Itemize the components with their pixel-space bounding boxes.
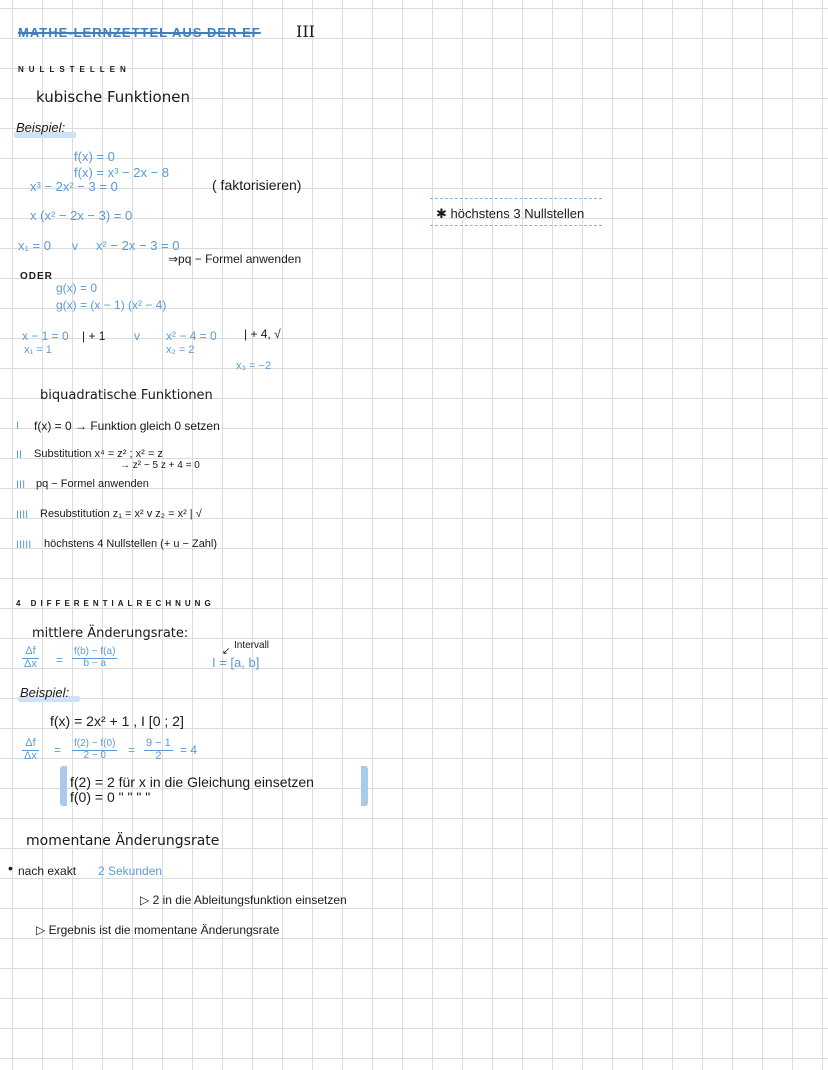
subheading-kubische: kubische Funktionen (36, 88, 190, 106)
equation-gx-zero: g(x) = 0 (56, 281, 98, 295)
fraction-calc-2 (144, 738, 173, 762)
fraction-delta (22, 646, 39, 670)
calc-1-denominator: 2 − 0 (83, 749, 106, 761)
interval-arrow: ↙ (222, 646, 231, 657)
result-x2: x₂ = 2 (166, 344, 195, 356)
equation-fx-def: f(x) = x³ − 2x − 8 (74, 165, 170, 180)
step-num-5: IIIII (16, 539, 32, 551)
equation-x1: x₁ = 0 (18, 238, 51, 253)
equation-gx-def: g(x) = (x − 1) (x² − 4) (56, 298, 167, 312)
delta-x-2: Δx (24, 749, 37, 762)
calc-1-numerator: f(2) − f(0) (74, 738, 116, 749)
step-text-4: Resubstitution z₁ = x² v z₂ = x² | √ (40, 508, 202, 520)
section-heading-nullstellen: NULLSTELLEN (18, 65, 131, 74)
mean-rate-denominator: b − a (83, 657, 106, 669)
step-num-4: IIII (16, 509, 29, 521)
delta-f-2: Δf (22, 738, 39, 751)
result-x3: x₃ = −2 (236, 360, 272, 372)
fraction-delta-2 (22, 738, 39, 762)
arrow-note-2: ▷ Ergebnis ist die momentane Änderungsrate (36, 923, 280, 937)
equation-x-squared-minus-4: x² − 4 = 0 (166, 329, 217, 343)
step-2-substituted: → z² − 5 z + 4 = 0 (120, 460, 200, 471)
note-box-max-roots (430, 198, 602, 226)
title-roman-numeral: III (296, 22, 315, 41)
op-plus-one: | + 1 (82, 329, 106, 343)
oder-label: ODER (20, 271, 53, 282)
insert-line-2: f(0) = 0 " " " " (70, 789, 151, 805)
fraction-mean-rate (72, 647, 117, 669)
equals-sign-1: = (56, 653, 64, 667)
step-num-2: II (16, 449, 23, 461)
delta-x: Δx (24, 657, 37, 670)
bullet-text: nach exakt (18, 864, 77, 878)
step-text-5: höchstens 4 Nullstellen (+ u − Zahl) (44, 538, 218, 550)
section-heading-differential: 4 DIFFERENTIALRECHNUNG (16, 599, 215, 608)
result-x1: x₁ = 1 (24, 344, 52, 356)
interval-definition: I = [a, b] (212, 655, 260, 670)
bullet-dot: • (8, 860, 13, 876)
page-title: MATHE-LERNZETTEL AUS DER EF (18, 25, 261, 40)
op-plus-four-root: | + 4, √ (244, 327, 281, 341)
equals-sign-2: = (54, 743, 62, 757)
note-max-roots: ✱ höchstens 3 Nullstellen (436, 206, 585, 221)
step-text-1: f(x) = 0 → Funktion gleich 0 setzen (34, 419, 220, 433)
subheading-momentane: momentane Änderungsrate (26, 833, 220, 849)
insert-line-1: f(2) = 2 für x in die Gleichung einsetzen (70, 774, 314, 790)
example-function: f(x) = 2x² + 1 , I [0 ; 2] (50, 713, 184, 729)
beispiel-label-1: Beispiel: (16, 120, 66, 135)
step-text-3: pq − Formel anwenden (36, 478, 149, 490)
equation-fx-zero: f(x) = 0 (74, 149, 115, 164)
note-faktorisieren: ( faktorisieren) (212, 177, 302, 193)
step-num-1: I (16, 420, 20, 432)
note-pq-formel: ⇒pq − Formel anwenden (168, 252, 302, 266)
equation-quadratic: x² − 2x − 3 = 0 (96, 238, 180, 253)
equation-linear: x − 1 = 0 (22, 329, 69, 343)
or-symbol-1: v (72, 239, 78, 253)
calc-2-numerator: 9 − 1 (146, 737, 171, 749)
calc-2-denominator: 2 (155, 749, 162, 762)
arrow-note-1: ▷ 2 in die Ableitungsfunktion einsetzen (140, 893, 347, 907)
step-num-3: III (16, 479, 26, 491)
equation-factored: x (x² − 2x − 3) = 0 (30, 208, 133, 223)
calc-result: = 4 (180, 743, 198, 757)
mean-rate-numerator: f(b) − f(a) (74, 646, 116, 657)
step-text-2: Substitution x⁴ = z² ; x² = z (34, 448, 163, 460)
fraction-calc-1 (72, 739, 117, 761)
subheading-mittlere: mittlere Änderungsrate: (32, 626, 189, 641)
beispiel-label-2: Beispiel: (20, 685, 70, 700)
subheading-biquadratisch: biquadratische Funktionen (40, 388, 213, 403)
or-symbol-2: v (134, 329, 140, 343)
delta-f: Δf (22, 646, 39, 659)
equation-cubic: x³ − 2x² − 3 = 0 (30, 179, 118, 194)
bullet-text-blue: 2 Sekunden (98, 864, 163, 878)
interval-label: Intervall (234, 640, 270, 651)
equals-sign-3: = (128, 743, 136, 757)
